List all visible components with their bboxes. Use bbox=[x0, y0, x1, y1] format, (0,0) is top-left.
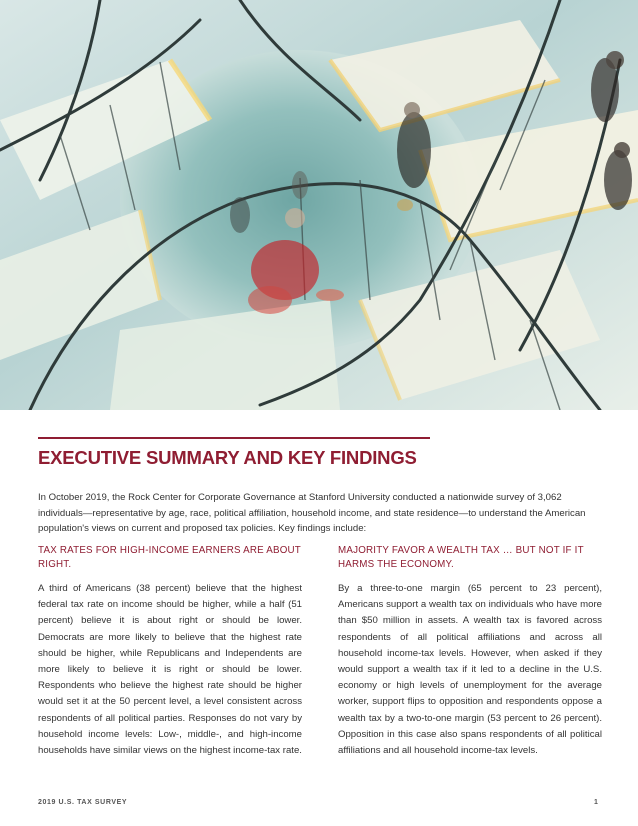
finding-wealth-tax bbox=[338, 544, 602, 759]
finding-body: By a three-to-one margin (65 percent to 23 percent), Americans support a wealth tax on individuals who have more than $50 million in assets. A wealth tax is favored across respondents of all political affiliations and across all household income-tax levels. However, when asked if they would support a wealth tax if it led to a decline in the U.S. economy or high levels of unemployment for the average worker, support flips to opposition and respondents oppose a wealth tax by a two-to-one margin (53 percent to 26 percent). Opposition in this case also spans respondents of all political affiliations and all household income-tax levels. bbox=[338, 583, 602, 757]
cover-photo bbox=[0, 0, 638, 410]
title-rule bbox=[38, 437, 430, 439]
finding-tax-rates bbox=[38, 544, 302, 759]
finding-heading: MAJORITY FAVOR A WEALTH TAX … BUT NOT IF IT HARMS THE ECONOMY. bbox=[338, 545, 584, 570]
finding-heading: TAX RATES FOR HIGH-INCOME EARNERS ARE ABOUT RIGHT. bbox=[38, 545, 301, 570]
footer-publication: 2019 U.S. TAX SURVEY bbox=[38, 799, 128, 806]
finding-body: A third of Americans (38 percent) believe that the highest federal tax rate on income should be higher, while a half (51 percent) believe it is about right or should be lower. Democrats are more likely to believe that the highest rate should be higher, while Republicans and Independents are more likely to believe it is right or should be lower. Respondents who believe the highest rate should be higher would set it at the 50 percent level, a level consistent across respondents of all political parties. Responses do not vary by household income levels: Low-, middle-, and high-income households have similar views on the highest income-tax rate. bbox=[38, 583, 302, 757]
page-title: EXECUTIVE SUMMARY AND KEY FINDINGS bbox=[38, 447, 417, 468]
intro-paragraph: In October 2019, the Rock Center for Corporate Governance at Stanford University conducted a nationwide survey of 3,062 individuals—representative by age, race, political affiliation, household income, and state residence—to understand the American population's views on current and proposed tax policies. Key findings include: bbox=[38, 492, 586, 535]
page-number: 1 bbox=[594, 799, 598, 806]
